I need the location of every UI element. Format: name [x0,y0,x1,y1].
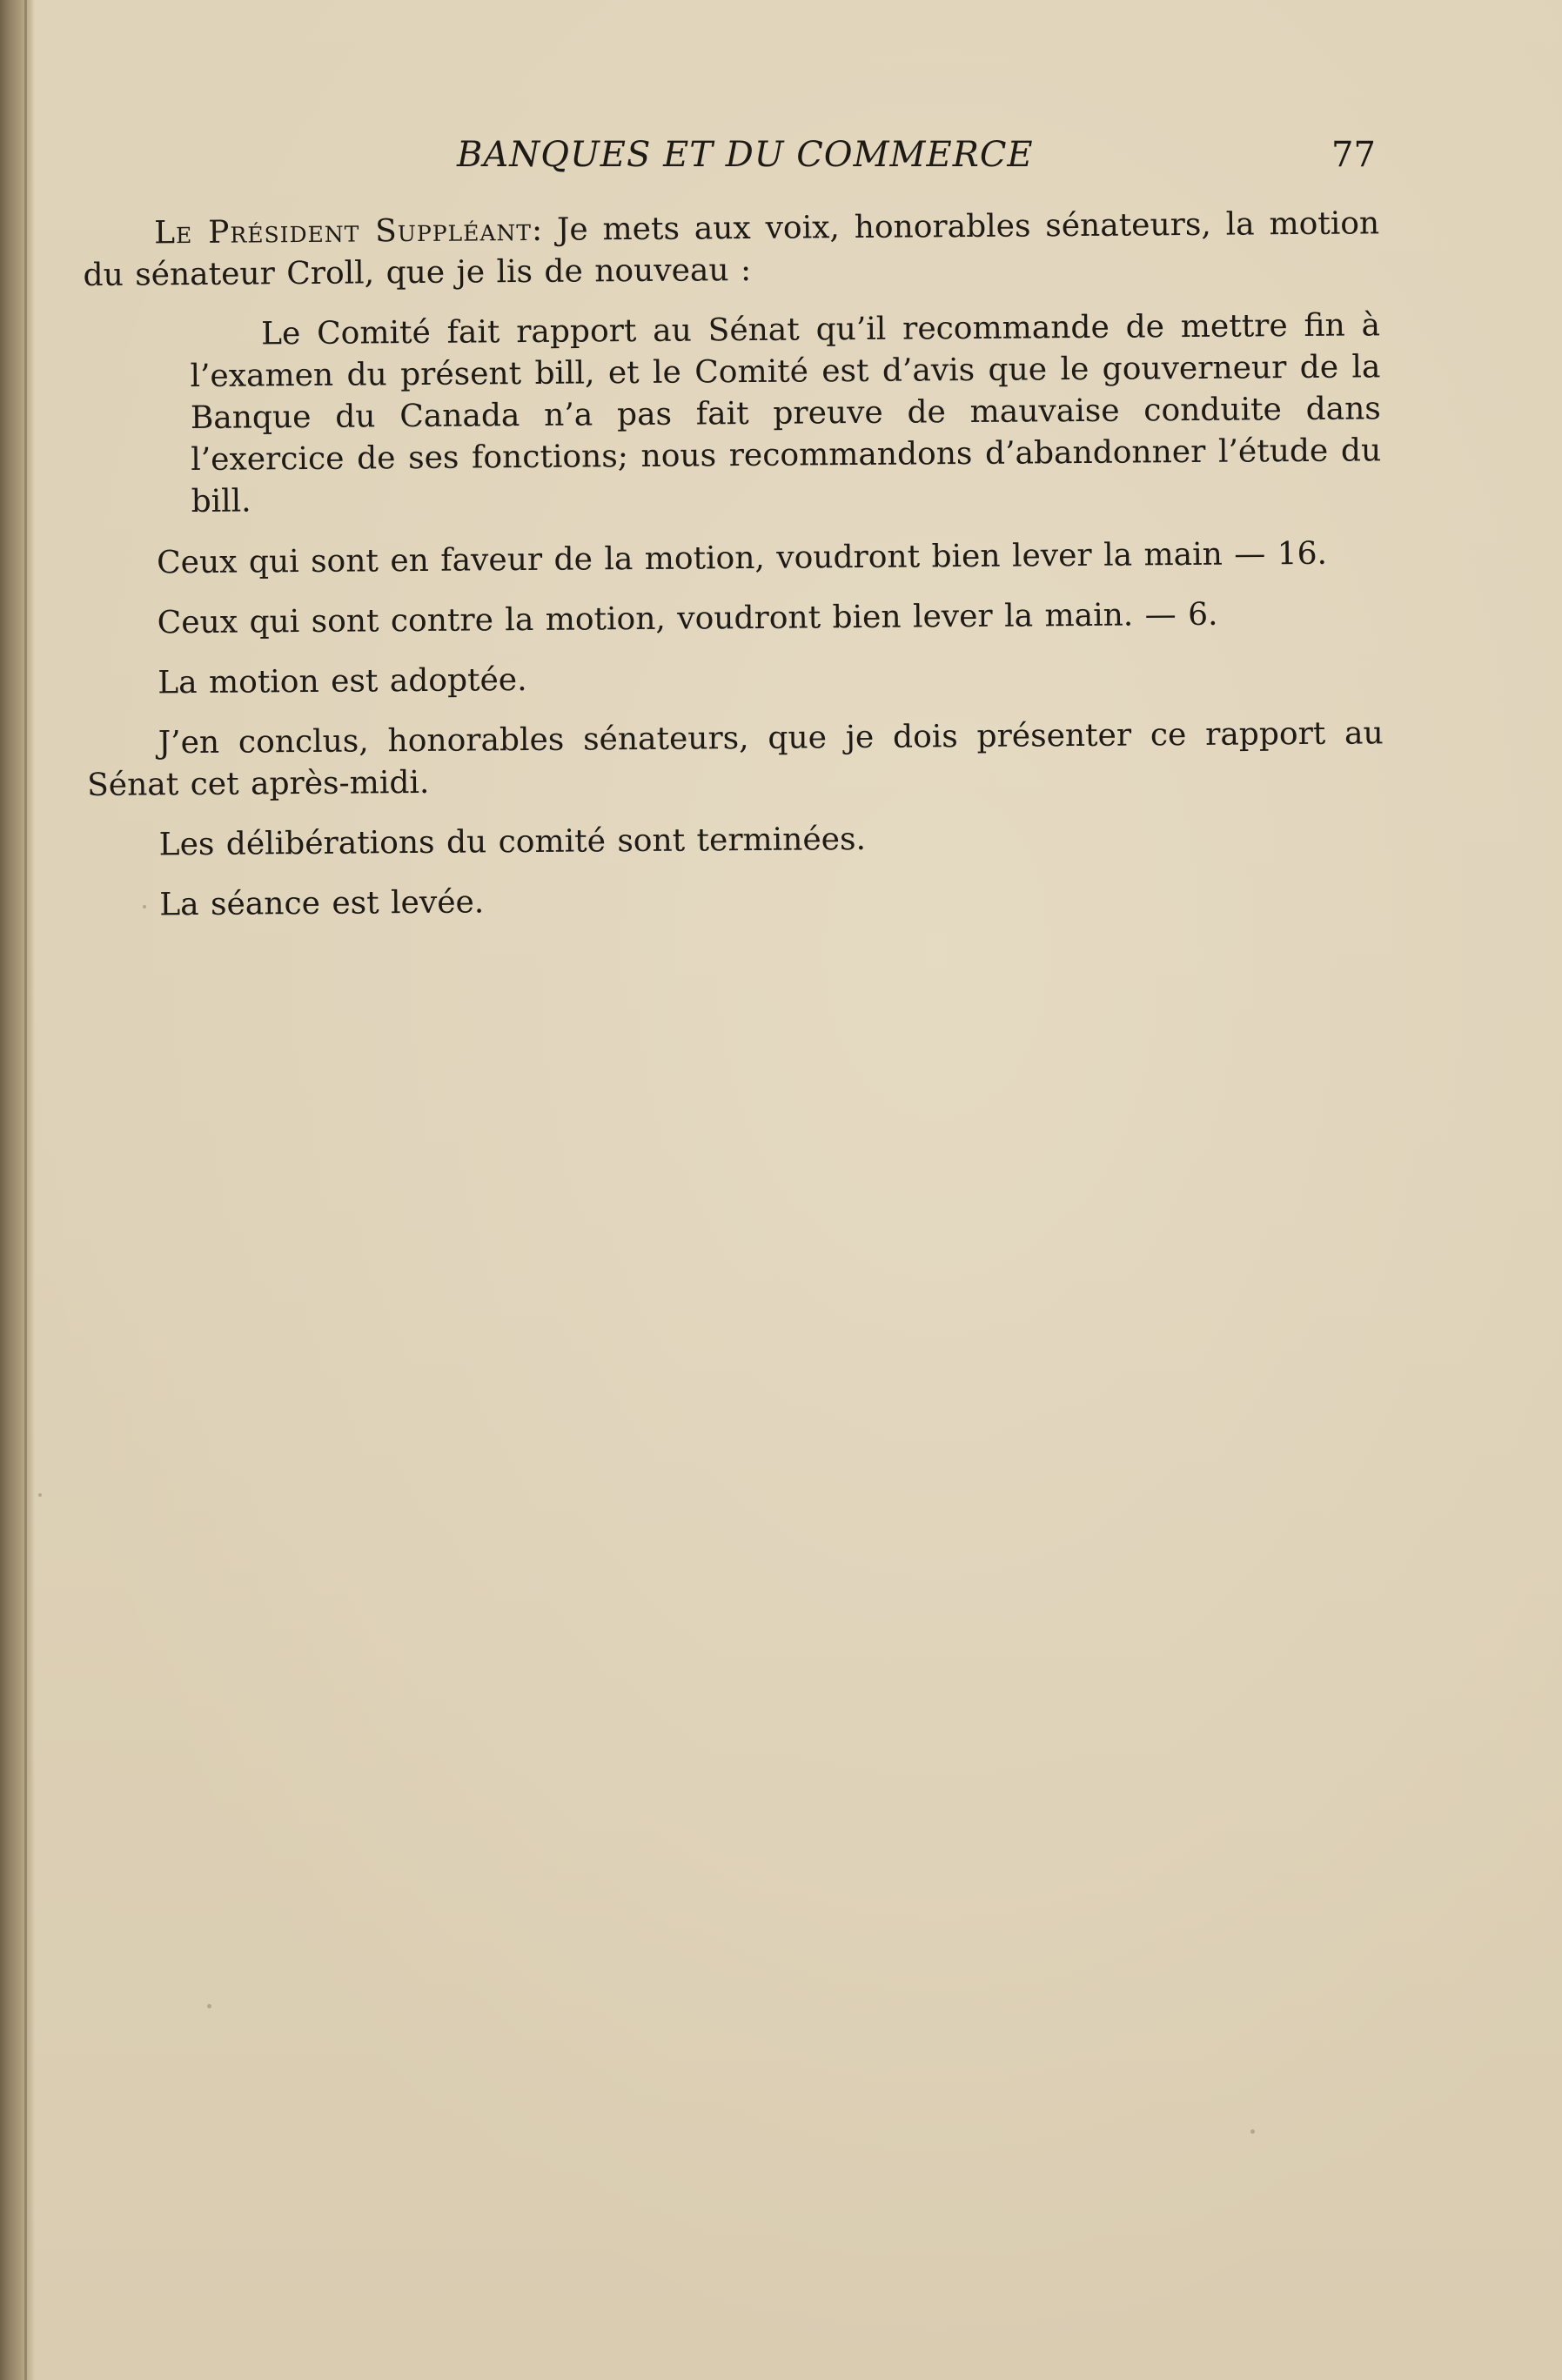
running-title: BANQUES ET DU COMMERCE [457,135,1034,175]
paragraph-vote-for: Ceux qui sont en faveur de la motion, voudront bien lever la main — 16. [156,535,1328,581]
paragraph-deliberations-ended: Les délibérations du comité sont terminées. [158,821,867,863]
speaker-statement-text: : Je mets aux voix, honorables sénateurs, la motion du sénateur Croll, que je lis de nouveau : [83,205,1380,293]
page-binding-edge [0,0,35,2380]
paper-speck [38,1493,42,1497]
page-number: 77 [1331,135,1376,175]
paper-speck [143,905,146,908]
speaker-name: Le Président Suppléant [154,211,533,251]
running-header [0,135,1562,187]
document-body [83,203,1385,945]
paragraph-session-adjourned: La séance est levée. [159,884,485,923]
paragraph-motion-adopted: La motion est adoptée. [158,662,527,701]
paragraph-vote-against: Ceux qui sont contre la motion, voudront bien lever la main. — 6. [157,596,1218,641]
paragraph-speaker-statement [83,203,1380,297]
paper-speck [207,2004,211,2008]
paper-speck [1250,2129,1255,2134]
paragraph-conclusion: J’en conclus, honorables sénateurs, que je dois présenter ce rapport au Sénat cet après-midi. [87,715,1384,803]
quoted-motion: Le Comité fait rapport au Sénat qu’il recommande de mettre fin à l’examen du présent bill, et le Comité est d’avis que le gouverneur de la Banque du Canada n’a pas fait preuve de mauvaise conduite dans l’exercice de ses fonctions; nous recommandons d’abandonner l’étude du bill. [190,307,1382,520]
page-binding-line [24,0,27,2380]
